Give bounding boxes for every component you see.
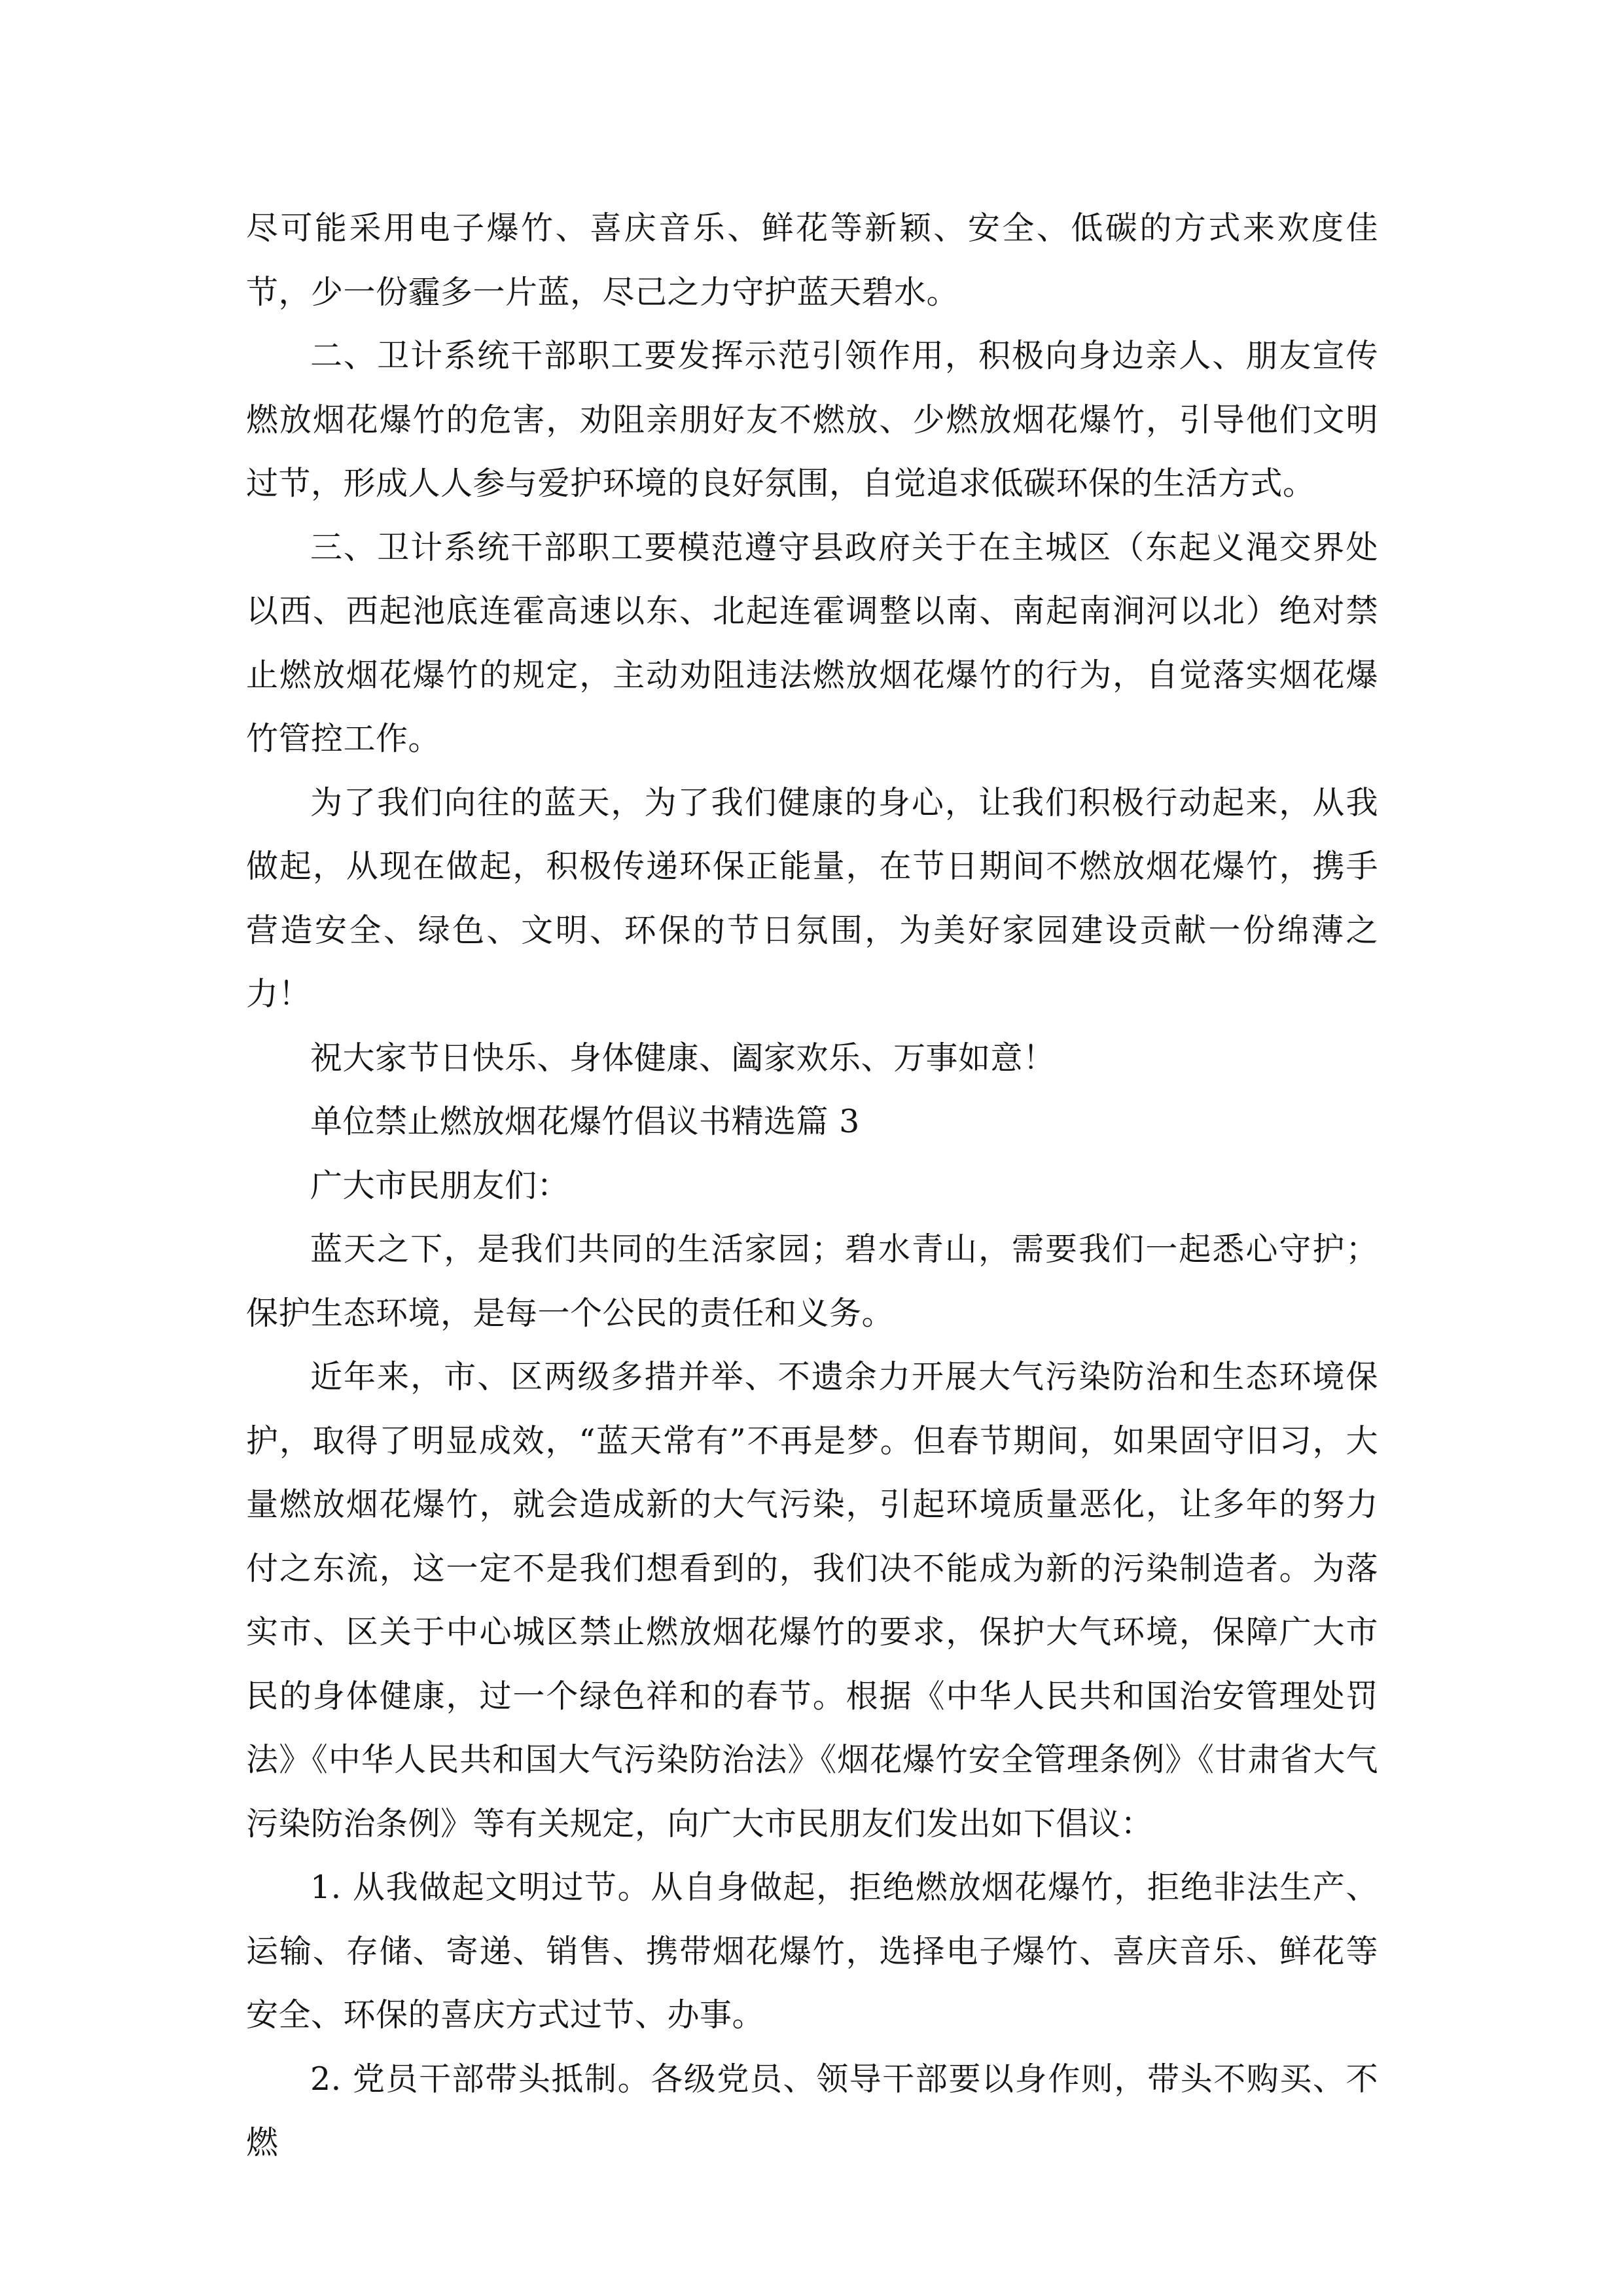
paragraph-salutation: 广大市民朋友们： [310, 1166, 570, 1204]
paragraph-continuation: 尽可能采用电子爆竹、喜庆音乐、鲜花等新颖、安全、低碳的方式来欢度佳节，少一份霾多一片蓝，尽己之力守护蓝天碧水。 [246, 209, 1378, 311]
paragraph-intro: 蓝天之下，是我们共同的生活家园；碧水青山，需要我们一起悉心守护；保护生态环境，是每一个公民的责任和义务。 [246, 1230, 1378, 1332]
paragraph-point-one: 1. 从我做起文明过节。从自身做起，拒绝燃放烟花爆竹，拒绝非法生产、运输、存储、寄递、销售、携带烟花爆竹，选择电子爆竹、喜庆音乐、鲜花等安全、环保的喜庆方式过节、办事。 [246, 1869, 1378, 2034]
paragraph-background: 近年来，市、区两级多措并举、不遗余力开展大气污染防治和生态环境保护，取得了明显成效，“蓝天常有”不再是梦。但春节期间，如果固守旧习，大量燃放烟花爆竹，就会造成新的大气污染，引起环境质量恶化，让多年的努力付之东流，这一定不是我们想看到的，我们决不能成为新的污染制造者。为落实市、区关于中心城区禁止燃放烟花爆竹的要求，保护大气环境，保障广大市民的身体健康，过一个绿色祥和的春节。根据《中华人民共和国治安管理处罚法》《中华人民共和国大气污染防治法》《烟花爆竹安全管理条例》《甘肃省大气污染防治条例》等有关规定，向广大市民朋友们发出如下倡议： [246, 1358, 1378, 1842]
paragraph-call-to-action: 为了我们向往的蓝天，为了我们健康的身心，让我们积极行动起来，从我做起，从现在做起，积极传递环保正能量，在节日期间不燃放烟花爆竹，携手营造安全、绿色、文明、环保的节日氛围，为美好家园建设贡献一份绵薄之力！ [246, 783, 1378, 1013]
document-body [246, 196, 1378, 2175]
paragraph-item-three: 三、卫计系统干部职工要模范遵守县政府关于在主城区（东起义渑交界处以西、西起池底连霍高速以东、北起连霍调整以南、南起南涧河以北）绝对禁止燃放烟花爆竹的规定，主动劝阻违法燃放烟花爆竹的行为，自觉落实烟花爆竹管控工作。 [246, 528, 1378, 757]
paragraph-greeting: 祝大家节日快乐、身体健康、阖家欢乐、万事如意！ [310, 1039, 1056, 1077]
paragraph-point-two: 2. 党员干部带头抵制。各级党员、领导干部要以身作则，带头不购买、不燃 [246, 2060, 1378, 2161]
section-heading: 单位禁止燃放烟花爆竹倡议书精选篇 3 [310, 1103, 860, 1140]
paragraph-item-two: 二、卫计系统干部职工要发挥示范引领作用，积极向身边亲人、朋友宣传燃放烟花爆竹的危害，劝阻亲朋好友不燃放、少燃放烟花爆竹，引导他们文明过节，形成人人参与爱护环境的良好氛围，自觉追求低碳环保的生活方式。 [246, 337, 1378, 502]
